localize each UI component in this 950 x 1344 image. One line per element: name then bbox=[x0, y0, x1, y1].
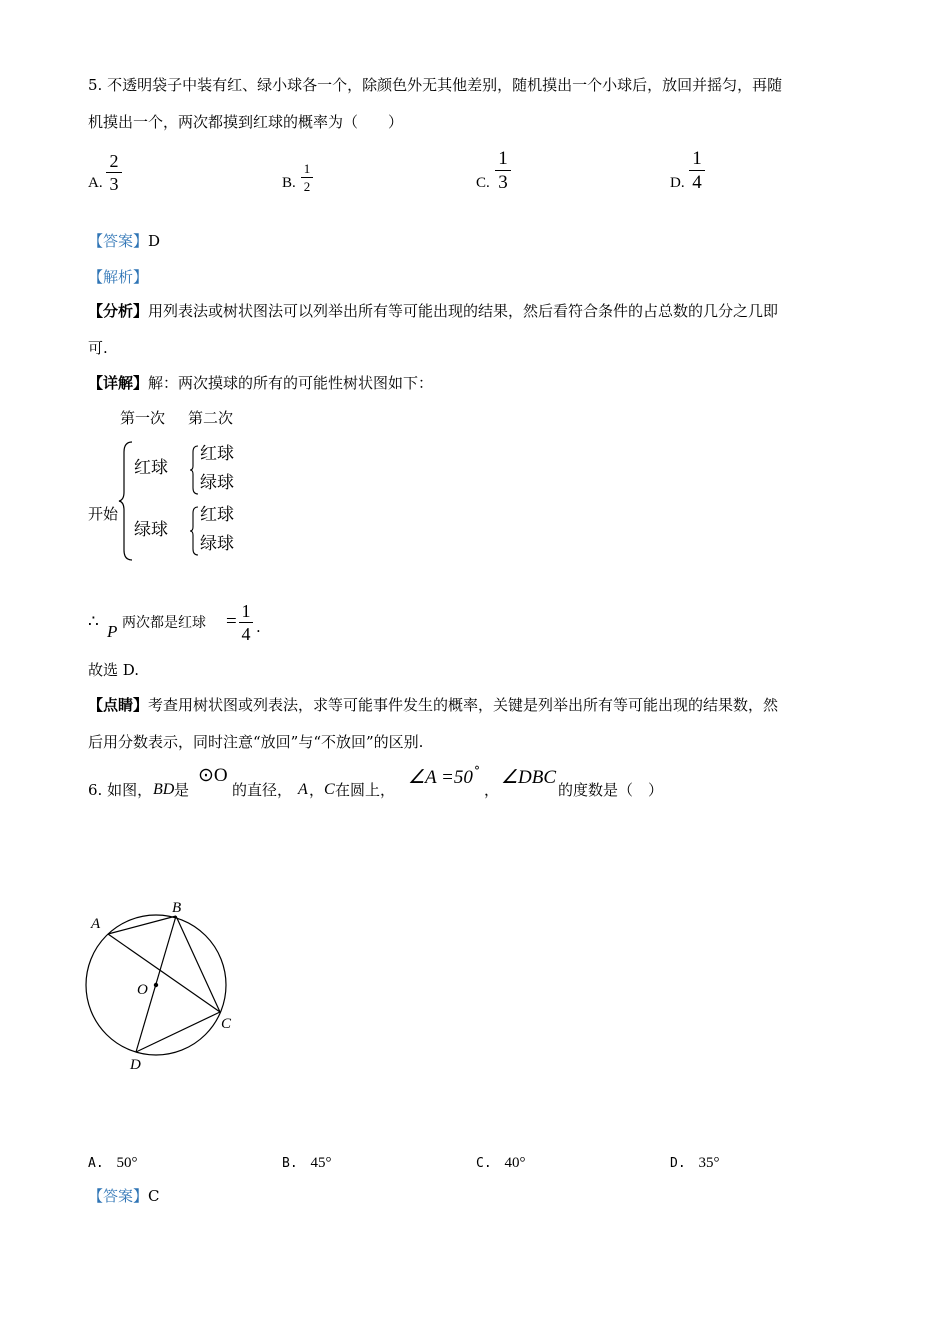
q5-answer bbox=[88, 234, 160, 249]
q5-option-c-fraction bbox=[495, 149, 511, 192]
result-fraction bbox=[239, 602, 253, 643]
q6-option-b bbox=[282, 1155, 331, 1171]
dianjing-tag: 【点睛】 bbox=[88, 696, 149, 714]
fraction-denominator: 4 bbox=[241, 624, 251, 644]
fraction-bar bbox=[689, 170, 705, 171]
q6-c: C bbox=[324, 781, 335, 798]
q5-option-a-label: A. bbox=[88, 175, 103, 191]
fraction-denominator: 2 bbox=[303, 179, 311, 194]
option-label: A. bbox=[88, 1156, 104, 1171]
tree-second-3: 红球 bbox=[200, 505, 234, 525]
tree-first-green: 绿球 bbox=[134, 520, 168, 540]
q5-xiangjie bbox=[88, 376, 433, 391]
center-point-o bbox=[154, 983, 158, 987]
fraction-bar bbox=[495, 170, 511, 171]
probability-subscript: 两次都是红球 bbox=[122, 615, 206, 631]
q5-choose: 故选 D. bbox=[88, 661, 140, 679]
result-period: . bbox=[256, 618, 261, 636]
option-label: D. bbox=[670, 1156, 686, 1171]
option-value: 40° bbox=[504, 1155, 526, 1171]
fenxi-tag: 【分析】 bbox=[88, 302, 149, 320]
q6-bd: BD bbox=[153, 781, 175, 798]
q6-circle-o: ⊙O bbox=[198, 765, 228, 786]
tree-second-4: 绿球 bbox=[200, 534, 234, 554]
tree-header-first: 第一次 bbox=[120, 409, 166, 427]
q5-fenxi-line2: 可. bbox=[88, 339, 108, 357]
label-d: D bbox=[130, 1057, 141, 1073]
q6-suffix: 的度数是（ ） bbox=[558, 781, 664, 799]
label-a: A bbox=[91, 916, 101, 932]
q6-a: A bbox=[298, 781, 308, 798]
q5-option-d-label: D. bbox=[670, 175, 685, 191]
tree-second-2: 绿球 bbox=[200, 473, 234, 493]
dianjing-text: 考查用树状图或列表法，求等可能事件发生的概率，关键是列举出所有等可能出现的结果数，然 bbox=[148, 696, 779, 714]
q5-option-c-label: C. bbox=[476, 175, 490, 191]
option-label: C. bbox=[476, 1156, 492, 1171]
fraction-denominator: 4 bbox=[692, 172, 702, 193]
xiangjie-text: 解：两次摸球的所有的可能性树状图如下： bbox=[148, 374, 434, 392]
fraction-numerator: 2 bbox=[109, 151, 119, 171]
option-value: 35° bbox=[698, 1155, 720, 1171]
segment-bc bbox=[176, 916, 220, 1012]
q6-degree: ° bbox=[474, 764, 480, 778]
q5-option-a-fraction bbox=[106, 152, 122, 193]
q5-option-b-fraction bbox=[301, 162, 313, 193]
label-o: O bbox=[137, 982, 148, 998]
probability-symbol: P bbox=[107, 622, 118, 641]
q6-on-circle: 在圆上， bbox=[335, 781, 396, 799]
q5-option-b-label: B. bbox=[282, 175, 296, 191]
equals-sign: = bbox=[226, 611, 237, 632]
fraction-numerator: 1 bbox=[692, 148, 702, 169]
fraction-numerator: 1 bbox=[498, 148, 508, 169]
fraction-numerator: 1 bbox=[241, 601, 251, 621]
fraction-bar bbox=[239, 622, 253, 623]
option-value: 45° bbox=[310, 1155, 332, 1171]
q6-angle-dbc: ∠DBC bbox=[501, 767, 557, 788]
option-value: 50° bbox=[116, 1155, 138, 1171]
xiangjie-tag: 【详解】 bbox=[88, 374, 149, 392]
q6-diameter-text: 的直径， bbox=[232, 781, 293, 799]
q5-text-line2: 机摸出一个，两次都摸到红球的概率为（ ） bbox=[88, 113, 404, 131]
q6-is: 是 bbox=[174, 781, 190, 799]
q6-answer bbox=[88, 1189, 160, 1204]
q5-dianjing-line1 bbox=[88, 698, 778, 713]
q6-circle-figure bbox=[75, 895, 245, 1075]
analysis-tag: 【解析】 bbox=[88, 268, 149, 286]
tree-first-red: 红球 bbox=[134, 458, 168, 478]
q5-dianjing-line2: 后用分数表示，同时注意“放回”与“不放回”的区别. bbox=[88, 733, 424, 751]
q5-option-d-fraction bbox=[689, 149, 705, 192]
label-b: B bbox=[172, 900, 182, 916]
fraction-denominator: 3 bbox=[109, 174, 119, 194]
q6-angle-a: ∠A =50 bbox=[408, 767, 473, 788]
option-label: B. bbox=[282, 1156, 298, 1171]
q6-option-d bbox=[670, 1155, 719, 1171]
answer-tag: 【答案】 bbox=[88, 1187, 149, 1205]
q6-prefix: 6. 如图， bbox=[88, 781, 153, 799]
answer-value: C bbox=[148, 1187, 160, 1205]
therefore-symbol: ∴ bbox=[88, 612, 99, 632]
q6-option-c bbox=[476, 1155, 525, 1171]
fraction-numerator: 1 bbox=[303, 161, 311, 176]
answer-value: D bbox=[148, 232, 161, 250]
answer-tag: 【答案】 bbox=[88, 232, 149, 250]
segment-ab bbox=[108, 916, 176, 934]
q5-text-line1: 5. 不透明袋子中装有红、绿小球各一个，除颜色外无其他差别，随机摸出一个小球后，放回并摇匀，再随 bbox=[88, 76, 783, 94]
q6-comma1: ， bbox=[309, 781, 325, 799]
q6-comma2: ， bbox=[484, 781, 500, 799]
segment-ac bbox=[108, 934, 220, 1012]
fraction-bar bbox=[106, 172, 122, 173]
fenxi-text: 用列表法或树状图法可以列举出所有等可能出现的结果，然后看符合条件的占总数的几分之几即 bbox=[148, 302, 779, 320]
q6-option-a bbox=[88, 1155, 137, 1171]
tree-second-1: 红球 bbox=[200, 444, 234, 464]
tree-root: 开始 bbox=[88, 505, 119, 523]
fraction-denominator: 3 bbox=[498, 172, 508, 193]
fraction-bar bbox=[301, 177, 313, 178]
label-c: C bbox=[221, 1016, 232, 1032]
tree-header-second: 第二次 bbox=[188, 409, 234, 427]
q5-fenxi-line1 bbox=[88, 304, 778, 319]
